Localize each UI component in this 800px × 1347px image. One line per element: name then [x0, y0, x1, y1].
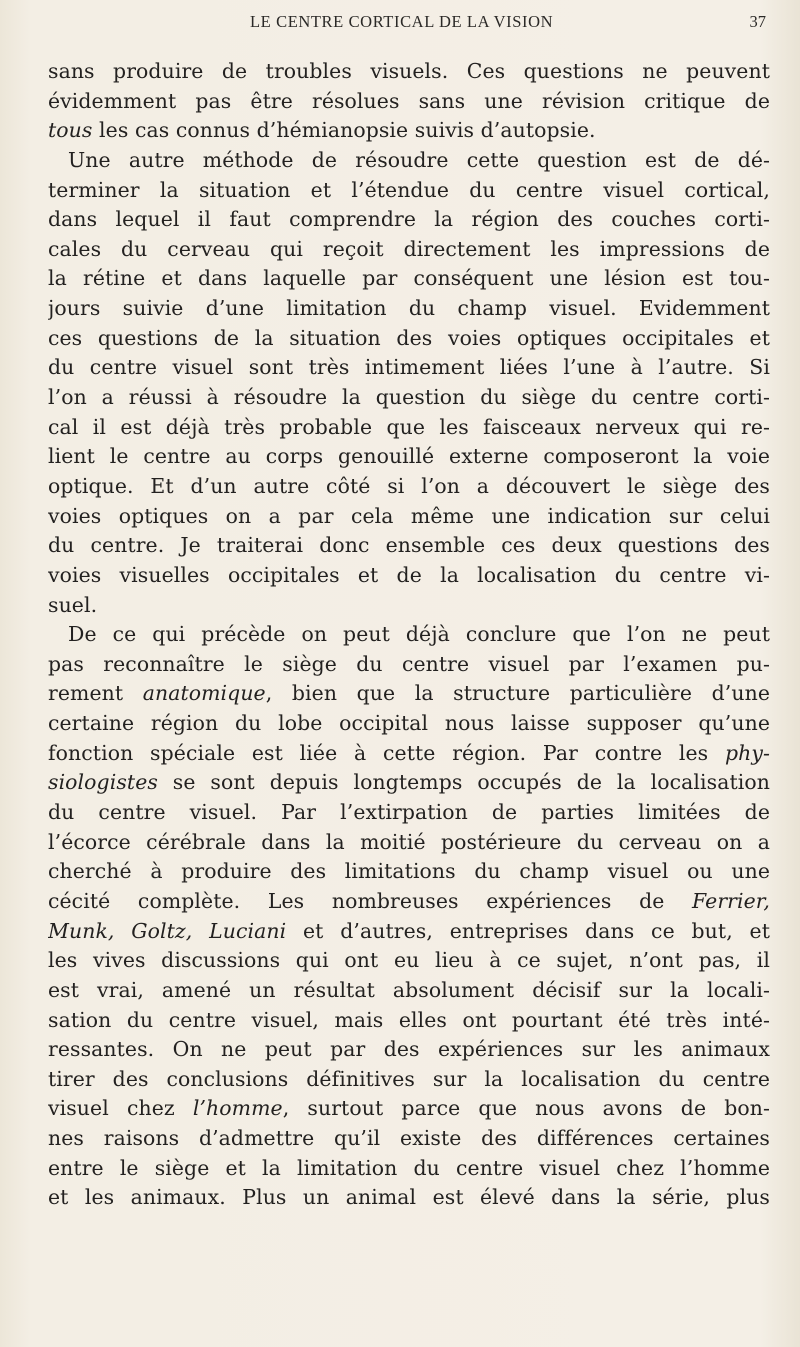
text-run: dans lequel il faut comprendre la région des couches corti- — [48, 207, 770, 232]
text-run: et d’autres, entreprises dans ce but, et — [286, 918, 770, 943]
text-line — [48, 116, 770, 146]
text-line — [48, 857, 770, 887]
italic-text: Ferrier, — [692, 888, 770, 913]
text-run: l’écorce cérébrale dans la moitié postérieure du cerveau on a — [48, 829, 770, 854]
text-line — [48, 650, 770, 680]
text-line — [48, 709, 770, 739]
text-run: est vrai, amené un résultat absolument décisif sur la locali- — [48, 977, 770, 1002]
text-run: les cas connus d’hémianopsie suivis d’autopsie. — [92, 118, 596, 143]
text-line — [48, 1065, 770, 1095]
text-line — [48, 57, 770, 87]
text-run: Une autre méthode de résoudre cette question est de dé- — [68, 147, 770, 172]
italic-text: Munk, Goltz, Luciani — [48, 918, 287, 943]
running-header: LE CENTRE CORTICAL DE LA VISION — [250, 12, 554, 31]
text-run: pas reconnaître le siège du centre visuel par l’examen pu- — [48, 651, 770, 676]
italic-text: phy- — [725, 740, 770, 765]
text-run: les vives discussions qui ont eu lieu à ce sujet, n’ont pas, il — [48, 948, 770, 973]
text-line — [48, 739, 770, 769]
text-line — [48, 679, 770, 709]
text-line — [48, 1154, 770, 1184]
text-run: certaine région du lobe occipital nous laisse supposer qu’une — [48, 711, 770, 736]
text-line — [48, 294, 770, 324]
text-run: visuel chez — [48, 1096, 193, 1121]
text-line — [48, 264, 770, 294]
text-run: jours suivie d’une limitation du champ visuel. Evidemment — [48, 296, 770, 321]
text-line — [48, 887, 770, 917]
text-run: du centre. Je traiterai donc ensemble ces deux questions des — [48, 533, 770, 558]
text-line — [48, 472, 770, 502]
text-run: tirer des conclusions définitives sur la localisation du centre — [48, 1066, 770, 1091]
text-line — [48, 235, 770, 265]
text-line — [48, 561, 770, 591]
text-line — [48, 176, 770, 206]
text-run: sation du centre visuel, mais elles ont pourtant été très inté- — [48, 1007, 770, 1032]
text-line — [48, 1124, 770, 1154]
text-line — [48, 205, 770, 235]
text-line — [48, 353, 770, 383]
text-line — [48, 442, 770, 472]
body-text — [48, 57, 770, 1213]
text-line — [48, 502, 770, 532]
text-line — [48, 1183, 770, 1213]
text-line — [48, 946, 770, 976]
italic-text: tous — [48, 118, 93, 143]
text-line — [48, 383, 770, 413]
text-line — [48, 620, 770, 650]
text-run: optique. Et d’un autre côté si l’on a découvert le siège des — [48, 473, 770, 498]
text-run: la rétine et dans laquelle par conséquent une lésion est tou- — [48, 266, 770, 291]
italic-text: siologistes — [48, 770, 158, 795]
text-run: cherché à produire des limitations du champ visuel ou une — [48, 859, 770, 884]
text-run: du centre visuel. Par l’extirpation de parties limitées de — [48, 800, 770, 825]
text-run: cales du cerveau qui reçoit directement les impressions de — [48, 236, 770, 261]
text-run: se sont depuis longtemps occupés de la localisation — [157, 770, 770, 795]
text-line — [48, 87, 770, 117]
text-run: rement — [48, 681, 143, 706]
text-run: suel. — [48, 592, 98, 617]
text-run: cal il est déjà très probable que les faisceaux nerveux qui re- — [48, 414, 770, 439]
text-run: entre le siège et la limitation du centre visuel chez l’homme — [48, 1155, 770, 1180]
text-run: et les animaux. Plus un animal est élevé dans la série, plus — [48, 1185, 770, 1210]
text-line — [48, 324, 770, 354]
text-line — [48, 828, 770, 858]
text-run: ces questions de la situation des voies optiques occipitales et — [48, 325, 770, 350]
text-line — [48, 591, 770, 621]
text-line — [48, 531, 770, 561]
text-line — [48, 146, 770, 176]
page-number: 37 — [749, 12, 766, 31]
text-line — [48, 1006, 770, 1036]
text-run: du centre visuel sont très intimement liées l’une à l’autre. Si — [48, 355, 770, 380]
text-line — [48, 1094, 770, 1124]
text-run: voies visuelles occipitales et de la localisation du centre vi- — [48, 562, 770, 587]
text-run: évidemment pas être résolues sans une révision critique de — [48, 88, 770, 113]
text-run: , surtout parce que nous avons de bon- — [282, 1096, 770, 1121]
text-run: voies optiques on a par cela même une indication sur celui — [48, 503, 770, 528]
text-run: De ce qui précède on peut déjà conclure que l’on ne peut — [68, 622, 770, 647]
text-run: terminer la situation et l’étendue du centre visuel cortical, — [48, 177, 770, 202]
text-run: cécité complète. Les nombreuses expériences de — [48, 888, 693, 913]
italic-text: l’homme — [192, 1096, 283, 1121]
text-line — [48, 413, 770, 443]
text-run: l’on a réussi à résoudre la question du siège du centre corti- — [48, 385, 770, 410]
italic-text: anatomique — [142, 681, 266, 706]
text-run: fonction spéciale est liée à cette région. Par contre les — [48, 740, 725, 765]
text-line — [48, 976, 770, 1006]
text-run: sans produire de troubles visuels. Ces questions ne peuvent — [48, 59, 770, 83]
text-line — [48, 768, 770, 798]
text-run: nes raisons d’admettre qu’il existe des différences certaines — [48, 1126, 770, 1151]
text-line — [48, 798, 770, 828]
text-run: lient le centre au corps genouillé externe composeront la voie — [48, 444, 770, 469]
text-line — [48, 917, 770, 947]
text-line — [48, 1035, 770, 1065]
text-run: , bien que la structure particulière d’une — [265, 681, 770, 706]
text-run: ressantes. On ne peut par des expériences sur les animaux — [48, 1037, 770, 1062]
